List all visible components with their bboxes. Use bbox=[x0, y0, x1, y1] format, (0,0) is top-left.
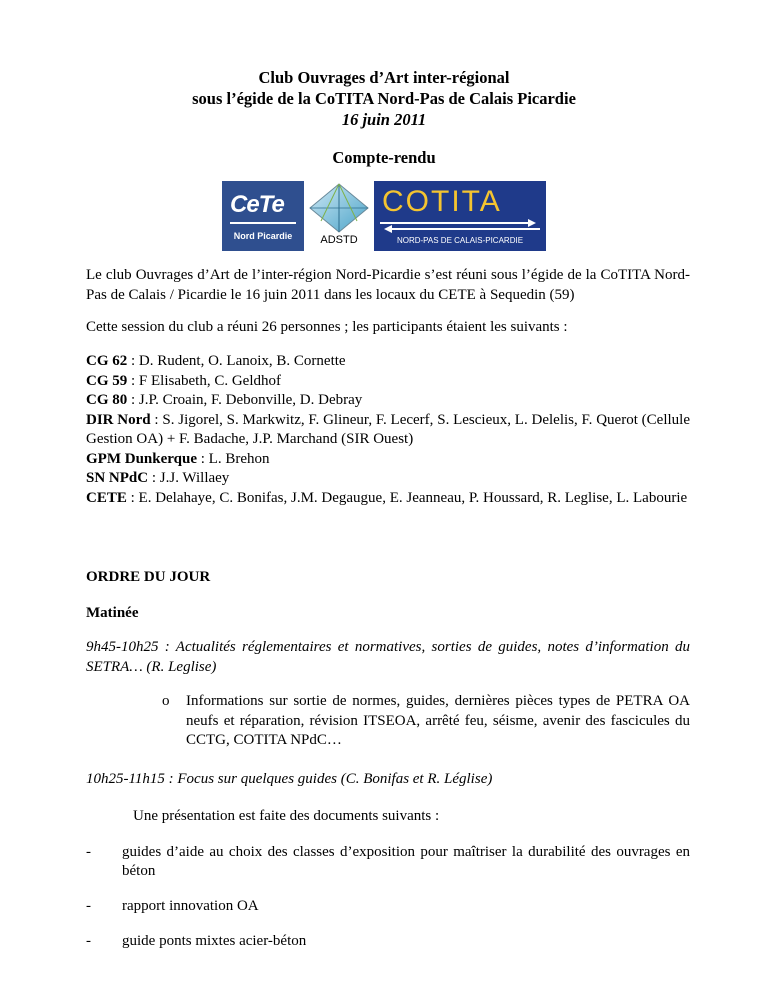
double-arrow-icon bbox=[378, 219, 542, 233]
cete-logo bbox=[222, 181, 304, 251]
participant-org: CETE bbox=[86, 489, 127, 506]
cotita-logo-text: COTITA bbox=[382, 185, 502, 218]
participant-entry bbox=[86, 352, 690, 372]
participant-names: : S. Jigorel, S. Markwitz, F. Glineur, F. Lecerf, S. Lescieux, L. Delelis, F. Querot (Cellule Gestion OA) + F. Badache, J.P. Marchand (SIR Ouest) bbox=[86, 411, 690, 447]
cete-logo-subtitle: Nord Picardie bbox=[233, 231, 293, 241]
meeting-date: 16 juin 2011 bbox=[341, 110, 427, 129]
participant-entry bbox=[86, 372, 690, 392]
participant-names: : J.P. Croain, F. Debonville, D. Debray bbox=[127, 392, 363, 408]
document-type: Compte-rendu bbox=[332, 148, 436, 167]
participant-org: CG 80 bbox=[86, 392, 128, 408]
document-list-text: guide ponts mixtes acier-béton bbox=[122, 933, 307, 949]
document-list-text: rapport innovation OA bbox=[122, 898, 259, 914]
cotita-logo-subtitle: NORD-PAS DE CALAIS-PICARDIE bbox=[396, 236, 524, 245]
circle-bullet-icon: o bbox=[162, 693, 170, 709]
participant-names: : F Elisabeth, C. Geldhof bbox=[127, 372, 281, 389]
agenda-item-2-title: 10h25-11h15 : Focus sur quelques guides (C. Bonifas et R. Léglise) bbox=[86, 771, 493, 787]
participant-org: GPM Dunkerque bbox=[86, 450, 197, 467]
participant-org: DIR Nord bbox=[86, 411, 151, 428]
participant-org: SN NPdC bbox=[86, 470, 149, 486]
dash-bullet-icon: - bbox=[86, 844, 91, 860]
adstd-logo bbox=[306, 181, 372, 251]
participant-entry bbox=[86, 391, 690, 411]
adstd-emblem-icon bbox=[306, 181, 372, 233]
dash-bullet-icon: - bbox=[86, 898, 91, 914]
session-paragraph: Cette session du club a réuni 26 personnes ; les participants étaient les suivants : bbox=[86, 319, 568, 335]
document-list-text: guides d’aide au choix des classes d’exposition pour maîtriser la durabilité des ouvrages en béton bbox=[122, 844, 690, 879]
title-line-2: sous l’égide de la CoTITA Nord-Pas de Calais Picardie bbox=[192, 89, 576, 108]
participants-list bbox=[86, 352, 690, 508]
morning-heading: Matinée bbox=[86, 605, 139, 621]
bullet-text: Informations sur sortie de normes, guides, dernières pièces types de PETRA OA neufs et réparation, révision ITSEOA, arrêté feu, séisme, avenir des fascicules du CCTG, COTITA NPdC… bbox=[186, 693, 690, 748]
participant-names: : L. Brehon bbox=[196, 450, 270, 467]
title-line-1: Club Ouvrages d’Art inter-régional bbox=[258, 68, 510, 87]
participant-names: : D. Rudent, O. Lanoix, B. Cornette bbox=[127, 353, 346, 369]
adstd-logo-text: ADSTD bbox=[320, 234, 358, 246]
intro-paragraph: Le club Ouvrages d’Art de l’inter-région Nord-Picardie s’est réuni sous l’égide de la CoTITA Nord-Pas de Calais / Picardie le 16 juin 2011 dans les locaux du CETE à Sequedin (59) bbox=[86, 267, 690, 303]
agenda-item-2-intro: Une présentation est faite des documents suivants : bbox=[133, 808, 440, 824]
participant-names: : J.J. Willaey bbox=[148, 470, 230, 486]
participant-names: : E. Delahaye, C. Bonifas, J.M. Degaugue, E. Jeanneau, P. Houssard, R. Leglise, L. Labourie bbox=[126, 489, 688, 506]
participant-entry bbox=[86, 411, 690, 450]
cete-logo-text: CeTe bbox=[230, 191, 284, 218]
participant-org: CG 62 bbox=[86, 353, 128, 369]
dash-bullet-icon: - bbox=[86, 933, 91, 949]
cete-logo-bar bbox=[230, 222, 296, 224]
participant-entry bbox=[86, 489, 690, 509]
cotita-logo bbox=[374, 181, 546, 251]
agenda-heading: ORDRE DU JOUR bbox=[86, 569, 211, 585]
agenda-item-1-title: 9h45-10h25 : Actualités réglementaires et normatives, sorties de guides, notes d’information du SETRA… (R. Leglise) bbox=[86, 639, 690, 675]
participant-entry bbox=[86, 469, 690, 489]
participant-org: CG 59 bbox=[86, 372, 128, 389]
participant-entry bbox=[86, 450, 690, 470]
